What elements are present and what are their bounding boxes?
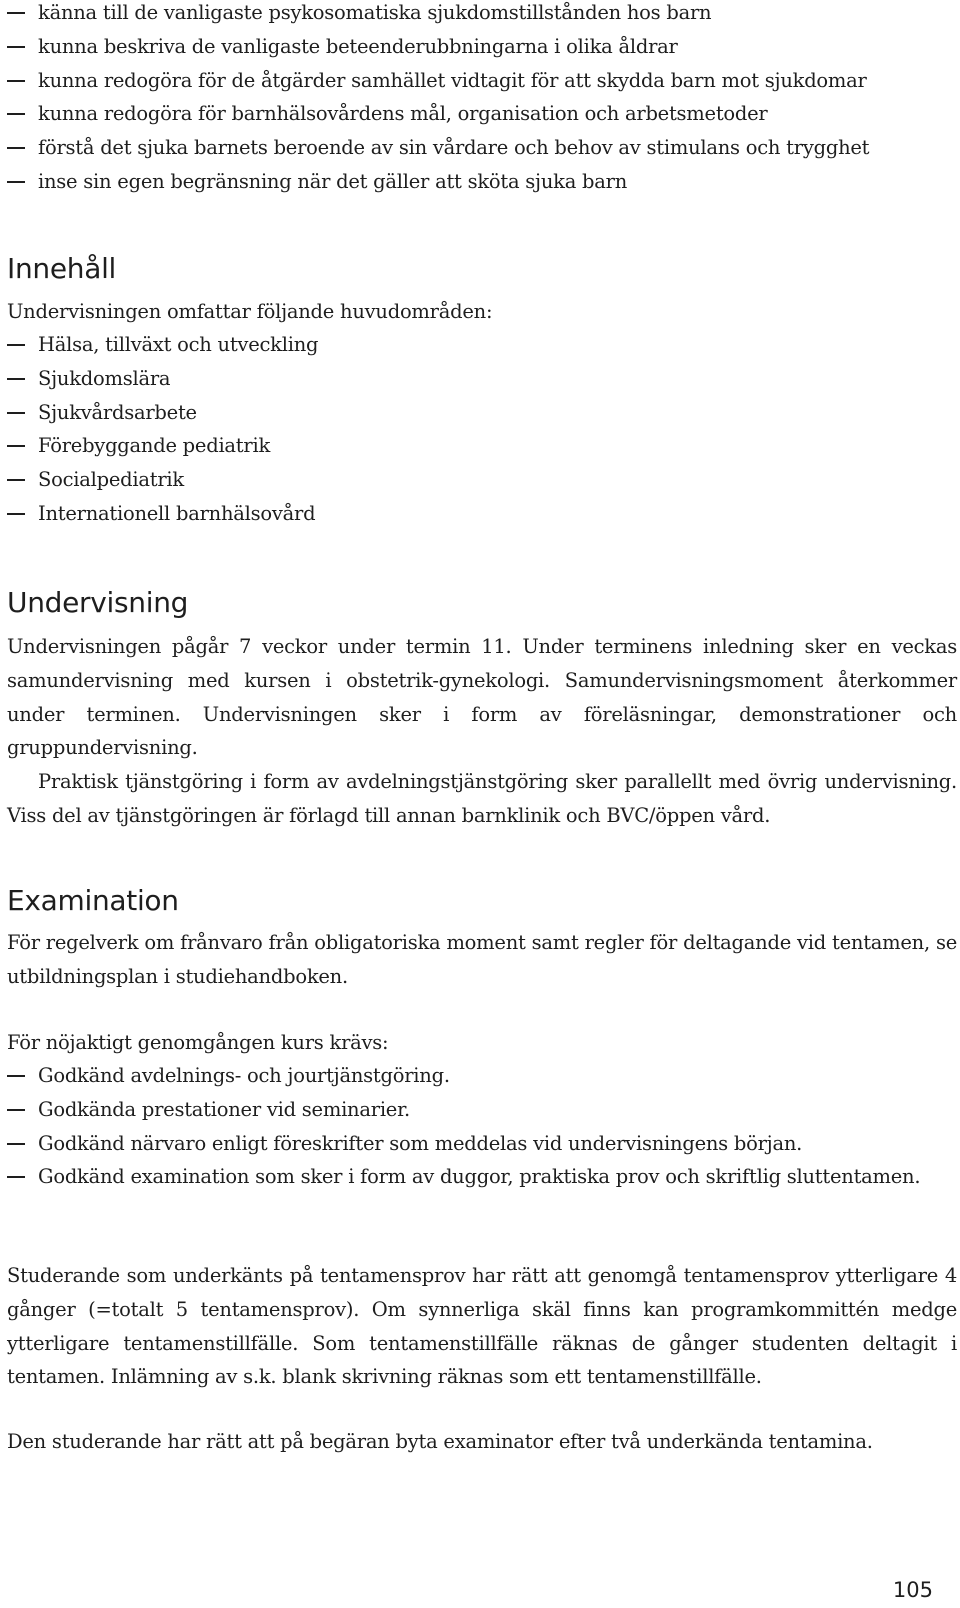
list-item-text: Hälsa, tillväxt och utveckling <box>38 333 319 356</box>
dash-bullet-icon <box>7 1176 25 1178</box>
examination-paragraph-3: Den studerande har rätt att på begäran byta examinator efter två underkända tentamina. <box>7 1430 873 1453</box>
list-item-text: kunna redogöra för de åtgärder samhället vidtagit för att skydda barn mot sjukdomar <box>38 68 867 92</box>
dash-bullet-icon <box>7 344 25 346</box>
list-item-text: Socialpediatrik <box>38 468 184 492</box>
dash-bullet-icon <box>7 445 25 447</box>
list-item <box>7 497 957 531</box>
innehall-list <box>7 328 957 531</box>
list-item <box>7 1160 957 1194</box>
dash-bullet-icon <box>7 1109 25 1111</box>
list-item <box>7 429 957 463</box>
undervisning-paragraph-1: Undervisningen pågår 7 veckor under termin 11. Under terminens inledning sker en veckas samundervisning med kursen i obstetrik-gynekologi. Samundervisningsmoment återkommer under terminen. Undervisningen sker i form av föreläsningar, demonstrationer och gruppundervisning. <box>7 635 957 760</box>
learning-goals-list <box>7 0 957 199</box>
list-item <box>7 64 957 98</box>
dash-bullet-icon <box>7 46 25 48</box>
list-item <box>7 396 957 430</box>
dash-bullet-icon <box>7 479 25 481</box>
list-item-text: Godkänd närvaro enligt föreskrifter som meddelas vid undervisningens början. <box>38 1131 803 1155</box>
examination-paragraph-1: För regelverk om frånvaro från obligatoriska moment samt regler för deltagande vid tentamen, se utbildningsplan i studiehandboken. <box>7 931 957 988</box>
examination-heading: Examination <box>7 884 179 917</box>
list-item <box>7 30 957 64</box>
page-number: 105 <box>892 1578 933 1602</box>
list-item-text: förstå det sjuka barnets beroende av sin vårdare och behov av stimulans och trygghet <box>38 136 870 160</box>
list-item-text: kunna beskriva de vanligaste beteenderubbningarna i olika åldrar <box>38 34 678 58</box>
dash-bullet-icon <box>7 1143 25 1145</box>
requirements-intro: För nöjaktigt genomgången kurs krävs: <box>7 1031 389 1054</box>
dash-bullet-icon <box>7 113 25 115</box>
dash-bullet-icon <box>7 181 25 183</box>
list-item-text: Godkänd avdelnings- och jourtjänstgöring. <box>38 1064 450 1087</box>
dash-bullet-icon <box>7 378 25 380</box>
list-item-text: känna till de vanligaste psykosomatiska sjukdomstillstånden hos barn <box>38 1 712 24</box>
list-item-text: Sjukdomslära <box>38 366 171 390</box>
list-item <box>7 1093 957 1127</box>
list-item <box>7 463 957 497</box>
list-item <box>7 1059 957 1093</box>
dash-bullet-icon <box>7 12 25 14</box>
list-item <box>7 1127 957 1161</box>
list-item-text: inse sin egen begränsning när det gäller att sköta sjuka barn <box>38 169 628 193</box>
innehall-heading: Innehåll <box>7 252 117 285</box>
list-item-text: Godkända prestationer vid seminarier. <box>38 1097 410 1121</box>
list-item <box>7 165 957 199</box>
list-item <box>7 362 957 396</box>
dash-bullet-icon <box>7 1075 25 1077</box>
dash-bullet-icon <box>7 412 25 414</box>
list-item-text: kunna redogöra för barnhälsovårdens mål, organisation och arbetsmetoder <box>38 102 768 126</box>
list-item <box>7 328 957 362</box>
innehall-intro: Undervisningen omfattar följande huvudområden: <box>7 300 493 323</box>
dash-bullet-icon <box>7 80 25 82</box>
list-item-text: Förebyggande pediatrik <box>38 434 271 458</box>
undervisning-heading: Undervisning <box>7 586 189 619</box>
list-item <box>7 0 957 30</box>
requirements-list <box>7 1059 957 1194</box>
list-item-text: Sjukvårdsarbete <box>38 400 197 424</box>
dash-bullet-icon <box>7 147 25 149</box>
dash-bullet-icon <box>7 513 25 515</box>
list-item <box>7 97 957 131</box>
list-item-text: Godkänd examination som sker i form av duggor, praktiska prov och skriftlig sluttentamen. <box>38 1165 921 1189</box>
undervisning-paragraph-2: Praktisk tjänstgöring i form av avdelningstjänstgöring sker parallellt med övrig undervisning. Viss del av tjänstgöringen är förlagd till annan barnklinik och BVC/öppen vård. <box>7 770 957 827</box>
examination-paragraph-2: Studerande som underkänts på tentamensprov har rätt att genomgå tentamensprov ytterligare 4 gånger (=totalt 5 tentamensprov). Om synnerliga skäl finns kan programkommittén medge ytterligare tentamenstillfälle. Som tentamenstillfälle räknas de gånger studenten deltagit i tentamen. Inlämning av s.k. blank skrivning räknas som ett tentamenstillfälle. <box>7 1264 957 1389</box>
list-item <box>7 131 957 165</box>
list-item-text: Internationell barnhälsovård <box>38 501 316 525</box>
